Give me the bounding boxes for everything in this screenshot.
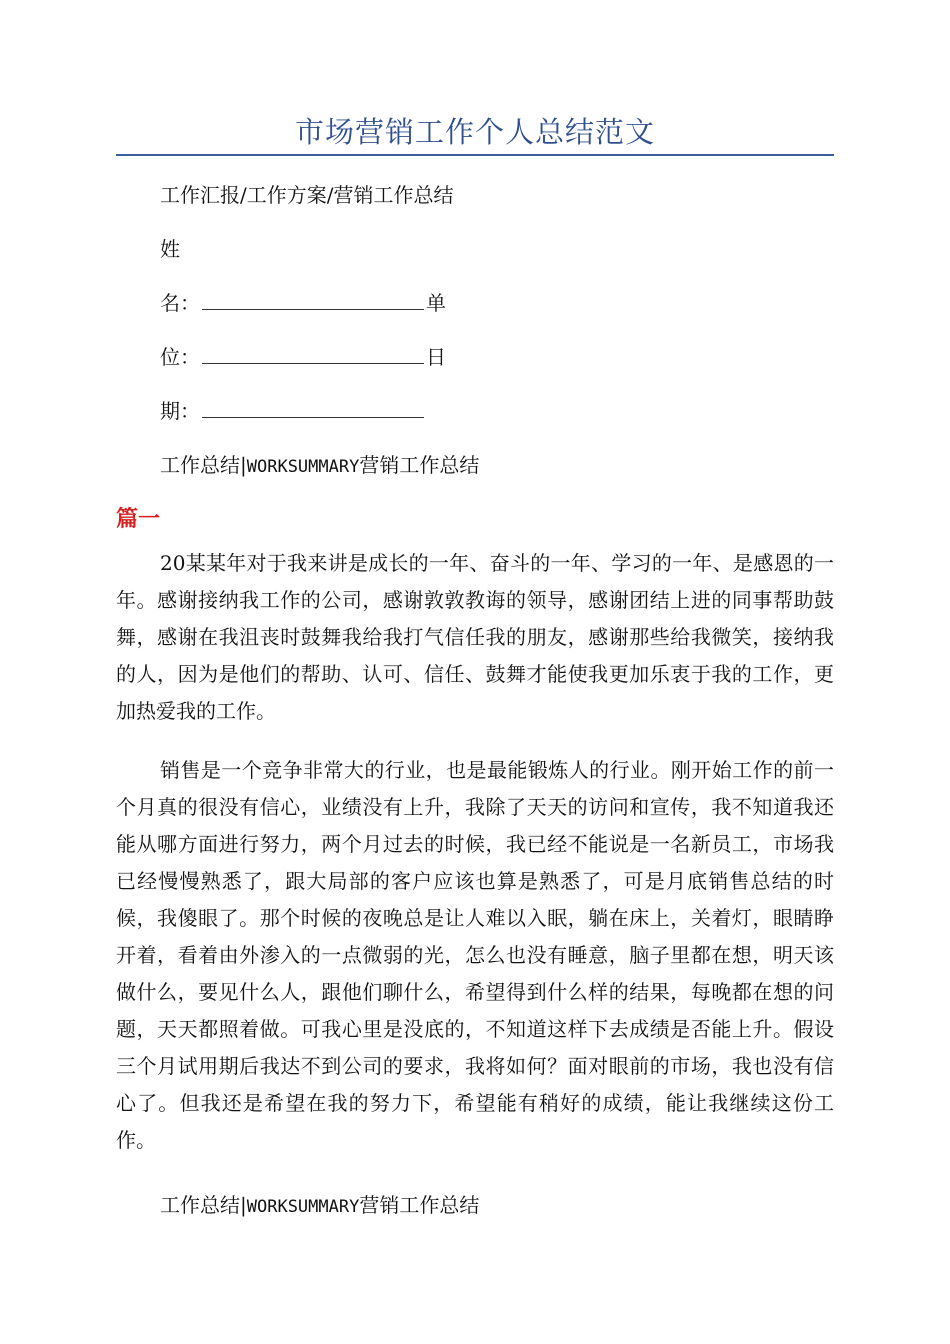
category-line: 工作汇报/工作方案/营销工作总结 [160, 183, 454, 207]
form-label-unit: 位： [160, 345, 200, 369]
summary-prefix: 工作总结| [160, 453, 247, 477]
section-heading: 篇一 [116, 507, 161, 532]
unit-blank-field[interactable] [202, 345, 424, 364]
summary-suffix: 营销工作总结 [359, 453, 480, 477]
title-underline [116, 154, 834, 156]
summary-en: WORKSUMMARY [246, 457, 360, 477]
summary-line-bottom [160, 1191, 479, 1221]
summary-prefix: 工作总结| [160, 1193, 247, 1217]
form-line-name [160, 289, 446, 317]
form-label-date-first: 日 [426, 345, 446, 369]
summary-line-top [160, 451, 479, 481]
form-label-date: 期： [160, 399, 200, 423]
form-line-unit [160, 343, 446, 371]
name-blank-field[interactable] [202, 291, 424, 310]
form-name-first-char: 姓 [160, 237, 180, 261]
summary-en: WORKSUMMARY [246, 1197, 360, 1217]
paragraph-2: 销售是一个竞争非常大的行业，也是最能锻炼人的行业。刚开始工作的前一个月真的很没有信心，业绩没有上升，我除了天天的访问和宣传，我不知道我还能从哪方面进行努力，两个月过去的时候，我已经不能说是一名新员工，市场我已经慢慢熟悉了，跟大局部的客户应该也算是熟悉了，可是月底销售总结的时候，我傻眼了。那个时候的夜晚总是让人难以入眠，躺在床上，关着灯，眼睛睁开着，看着由外渗入的一点微弱的光，怎么也没有睡意，脑子里都在想，明天该做什么，要见什么人，跟他们聊什么，希望得到什么样的结果，每晚都在想的问题，天天都照着做。可我心里是没底的，不知道这样下去成绩是否能上升。假设三个月试用期后我达不到公司的要求，我将如何？面对眼前的市场，我也没有信心了。但我还是希望在我的努力下，希望能有稍好的成绩，能让我继续这份工作。 [116, 758, 834, 1152]
date-blank-field[interactable] [202, 399, 424, 418]
form-line-date [160, 397, 426, 425]
form-label-unit-first: 单 [426, 291, 446, 315]
summary-suffix: 营销工作总结 [359, 1193, 480, 1217]
form-label-name: 名： [160, 291, 200, 315]
paragraph-1: 20某某年对于我来讲是成长的一年、奋斗的一年、学习的一年、是感恩的一年。感谢接纳我工作的公司，感谢敦敦教诲的领导，感谢团结上进的同事帮助鼓舞，感谢在我沮丧时鼓舞我给我打气信任我的朋友，感谢那些给我微笑，接纳我的人，因为是他们的帮助、认可、信任、鼓舞才能使我更加乐衷于我的工作，更加热爱我的工作。 [116, 551, 834, 723]
document-title: 市场营销工作个人总结范文 [294, 115, 655, 149]
